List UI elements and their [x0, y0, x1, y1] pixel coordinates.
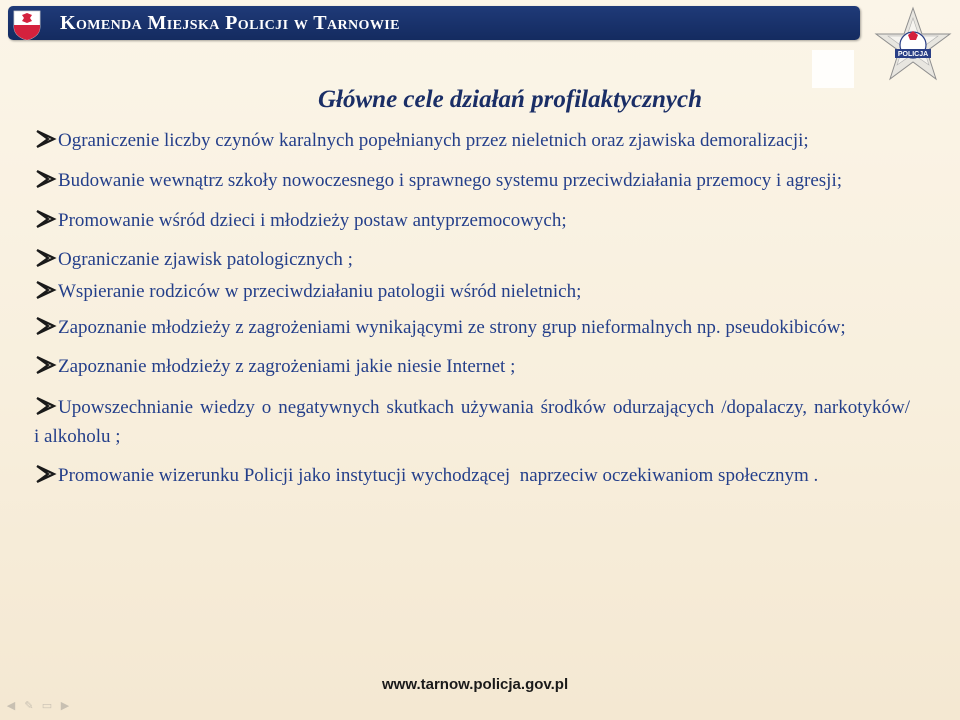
polish-emblem-icon: [12, 9, 42, 41]
prev-slide-button[interactable]: ◀: [6, 699, 16, 712]
police-star-icon: [868, 4, 958, 94]
slide-view-button[interactable]: ▭: [41, 699, 53, 712]
decorative-panel: [812, 50, 854, 88]
header-bar: [8, 6, 860, 40]
goal-text: Ograniczanie zjawisk patologicznych ;: [58, 249, 353, 270]
next-slide-button[interactable]: ▶: [60, 699, 70, 712]
header-title: Komenda Miejska Policji w Tarnowie: [60, 12, 400, 34]
arrow-bullet-icon: [34, 464, 58, 484]
goal-text: Ograniczenie liczby czynów karalnych popełnianych przez nieletnich oraz zjawiska demoralizacji;: [58, 130, 809, 151]
slide-nav-controls: [4, 700, 72, 712]
list-item: [34, 245, 910, 274]
arrow-bullet-icon: [34, 169, 58, 189]
list-item: [34, 461, 910, 490]
goals-list: [34, 126, 929, 490]
goal-text: Promowanie wizerunku Policji jako instytucji wychodzącej naprzeciw oczekiwaniom społecznym .: [58, 465, 819, 486]
arrow-bullet-icon: [34, 129, 58, 149]
list-item: [34, 206, 910, 235]
footer-url: www.tarnow.policja.gov.pl: [382, 676, 569, 693]
arrow-bullet-icon: [34, 396, 58, 416]
goal-text: Zapoznanie młodzieży z zagrożeniami wynikającymi ze strony grup nieformalnych np. pseudokibiców;: [58, 317, 846, 338]
goal-text: Budowanie wewnątrz szkoły nowoczesnego i sprawnego systemu przeciwdziałania przemocy i agresji;: [58, 170, 843, 191]
arrow-bullet-icon: [34, 209, 58, 229]
police-star-label: POLICJA: [897, 51, 929, 58]
goal-text: Wspieranie rodziców w przeciwdziałaniu patologii wśród nieletnich;: [58, 281, 582, 302]
goal-text: Upowszechnianie wiedzy o negatywnych skutkach używania środków odurzających /dopalaczy, narkotyków/ i alkoholu ;: [34, 397, 929, 447]
list-item: [34, 166, 910, 195]
list-item: [34, 126, 910, 155]
list-item: [34, 277, 910, 306]
arrow-bullet-icon: [34, 355, 58, 375]
goal-text: Zapoznanie młodzieży z zagrożeniami jakie niesie Internet ;: [58, 356, 516, 377]
list-item: [34, 313, 910, 342]
arrow-bullet-icon: [34, 248, 58, 268]
pen-tool-button[interactable]: ✎: [24, 699, 34, 712]
arrow-bullet-icon: [34, 316, 58, 336]
arrow-bullet-icon: [34, 280, 58, 300]
list-item: [34, 393, 929, 451]
list-item: [34, 352, 910, 381]
slide-title: Główne cele działań profilaktycznych: [318, 86, 702, 113]
goal-text: Promowanie wśród dzieci i młodzieży postaw antyprzemocowych;: [58, 210, 567, 231]
